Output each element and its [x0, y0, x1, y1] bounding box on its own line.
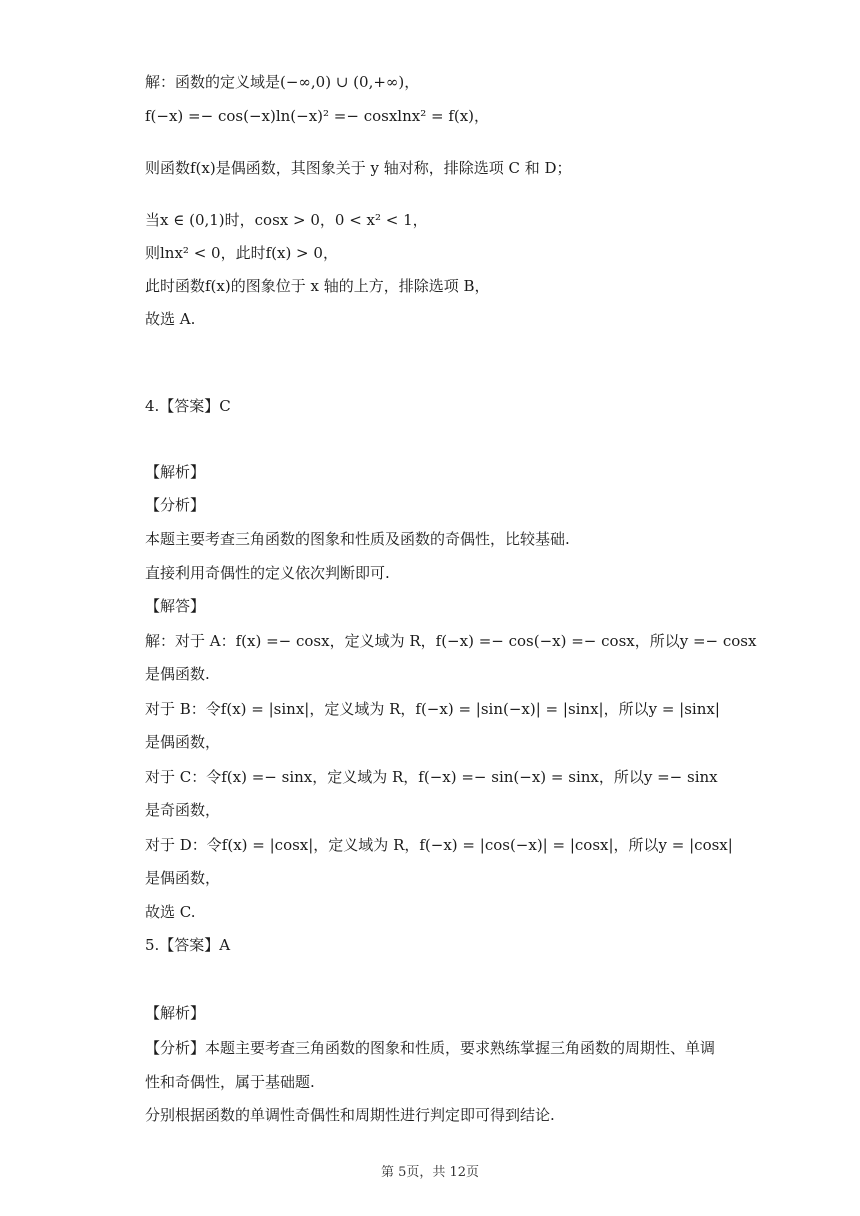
solution-line: 是偶函数，	[145, 733, 221, 751]
solution-line: 是奇函数，	[145, 801, 221, 819]
answer-heading: 5.【答案】A	[145, 936, 231, 954]
analysis-line: 分别根据函数的单调性奇偶性和周期性进行判定即可得到结论.	[145, 1106, 555, 1124]
solution-line: 对于 B：令f(x) = |sinx|，定义域为 R，f(−x) = |sin(−x)| = |sinx|，所以y = |sinx|	[145, 700, 720, 718]
solution-line: 对于 C：令f(x) =− sinx，定义域为 R，f(−x) =− sin(−x) = sinx，所以y =− sinx	[145, 768, 718, 786]
conclusion-line: 故选 C.	[145, 903, 196, 921]
page-footer: 第 5页，共 12页	[380, 1165, 480, 1180]
section-heading: 【解析】	[145, 463, 206, 481]
conclusion-line: 故选 A.	[145, 310, 196, 328]
section-heading: 【分析】	[145, 496, 206, 514]
solution-line: 当x ∈ (0,1)时，cosx > 0，0 < x² < 1，	[145, 211, 428, 229]
section-heading: 【解析】	[145, 1004, 206, 1022]
solution-line: 则函数f(x)是偶函数，其图象关于 y 轴对称，排除选项 C 和 D；	[145, 159, 572, 177]
solution-line: 对于 D：令f(x) = |cosx|，定义域为 R，f(−x) = |cos(−x)| = |cosx|，所以y = |cosx|	[145, 836, 733, 854]
solution-line: 则lnx² < 0，此时f(x) > 0，	[145, 244, 338, 262]
analysis-line: 本题主要考查三角函数的图象和性质及函数的奇偶性，比较基础.	[145, 530, 570, 548]
solution-line: 此时函数f(x)的图象位于 x 轴的上方，排除选项 B，	[145, 277, 490, 295]
analysis-line: 直接利用奇偶性的定义依次判断即可.	[145, 564, 390, 582]
section-heading: 【解答】	[145, 597, 206, 615]
analysis-line: 性和奇偶性，属于基础题.	[145, 1073, 315, 1091]
solution-line: 是偶函数.	[145, 665, 210, 683]
solution-line: 是偶函数，	[145, 869, 221, 887]
answer-heading: 4.【答案】C	[145, 397, 231, 415]
equation-line: f(−x) =− cos(−x)ln(−x)² =− cosxlnx² = f(x)，	[145, 107, 490, 125]
solution-line: 解：函数的定义域是(−∞,0) ∪ (0,+∞)，	[145, 73, 420, 91]
analysis-line: 【分析】本题主要考查三角函数的图象和性质，要求熟练掌握三角函数的周期性、单调	[145, 1039, 716, 1057]
solution-line: 解：对于 A：f(x) =− cosx，定义域为 R，f(−x) =− cos(−x) =− cosx，所以y =− cosx	[145, 632, 757, 650]
